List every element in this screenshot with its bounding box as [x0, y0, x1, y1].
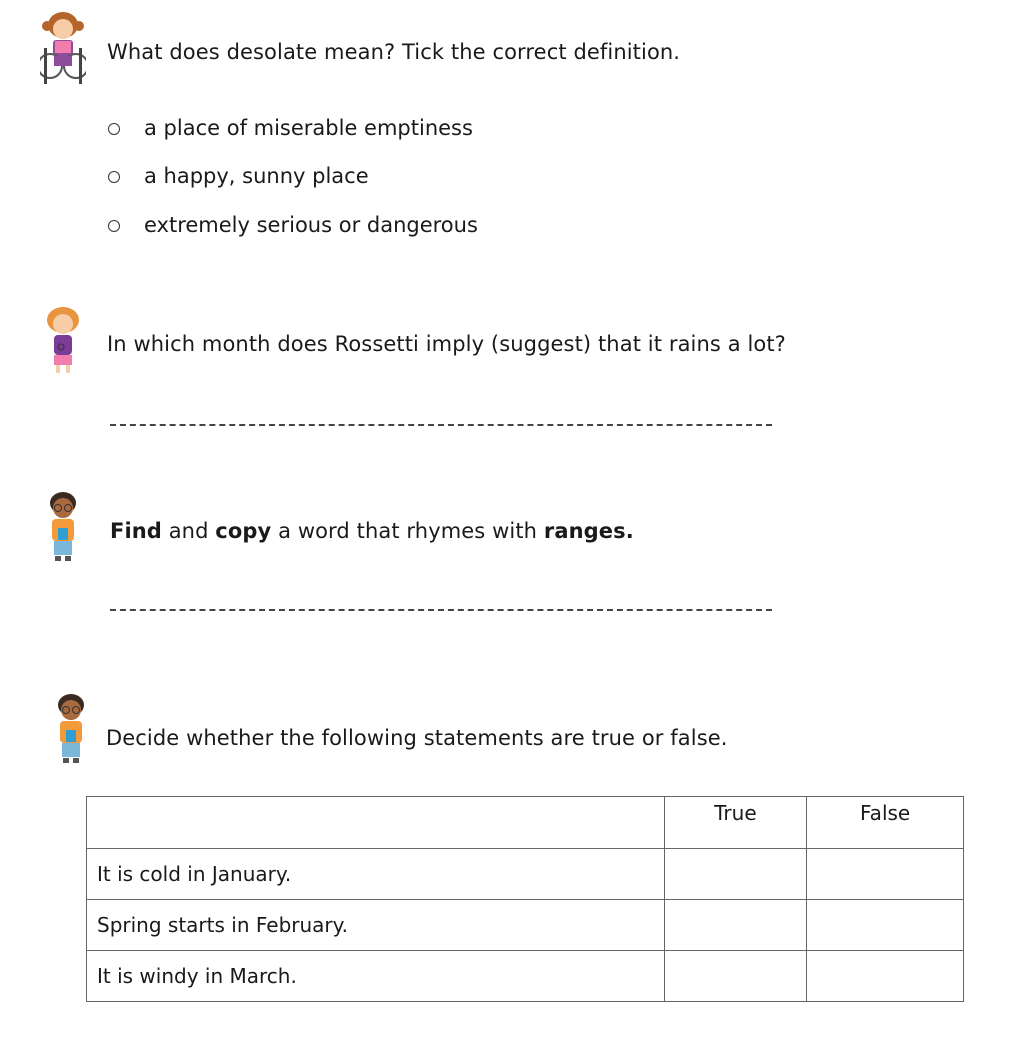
false-tick-cell[interactable] [807, 951, 964, 1002]
text-segment: a word that rhymes with [271, 519, 544, 543]
statement-cell: It is windy in March. [87, 951, 665, 1002]
answer-line[interactable] [110, 609, 772, 611]
option-label: a happy, sunny place [144, 164, 369, 188]
option-label: extremely serious or dangerous [144, 213, 478, 237]
question-1-text: What does desolate mean? Tick the correct definition. [107, 40, 681, 64]
false-tick-cell[interactable] [807, 900, 964, 951]
option-item[interactable] [108, 213, 478, 237]
girl-character-icon [40, 305, 86, 377]
text-segment: and [161, 519, 216, 543]
header-cell-true: True [664, 797, 807, 849]
question-2-text: In which month does Rossetti imply (suggest) that it rains a lot? [107, 332, 786, 356]
statement-cell: It is cold in January. [87, 849, 665, 900]
radio-bullet-icon[interactable] [108, 123, 120, 135]
table-header-row [87, 797, 964, 849]
keyword-find: Find [110, 519, 162, 543]
table-row [87, 951, 964, 1002]
true-tick-cell[interactable] [664, 951, 807, 1002]
table-row [87, 849, 964, 900]
boy-reading-icon [50, 692, 92, 768]
statement-cell: Spring starts in February. [87, 900, 665, 951]
header-cell-false: False [807, 797, 964, 849]
question-3-text [110, 519, 634, 543]
question-4-text: Decide whether the following statements are true or false. [106, 726, 728, 750]
false-tick-cell[interactable] [807, 849, 964, 900]
girl-wheelchair-reading-icon [40, 10, 86, 86]
true-tick-cell[interactable] [664, 849, 807, 900]
boy-reading-icon [42, 490, 84, 566]
keyword-ranges: ranges. [543, 519, 634, 543]
option-item[interactable] [108, 116, 473, 140]
true-false-table [86, 796, 964, 1002]
answer-line[interactable] [110, 424, 772, 426]
keyword-copy: copy [215, 519, 272, 543]
true-tick-cell[interactable] [664, 900, 807, 951]
table-row [87, 900, 964, 951]
option-item[interactable] [108, 164, 369, 188]
radio-bullet-icon[interactable] [108, 171, 120, 183]
option-label: a place of miserable emptiness [144, 116, 473, 140]
header-cell-statement [87, 797, 665, 849]
radio-bullet-icon[interactable] [108, 220, 120, 232]
